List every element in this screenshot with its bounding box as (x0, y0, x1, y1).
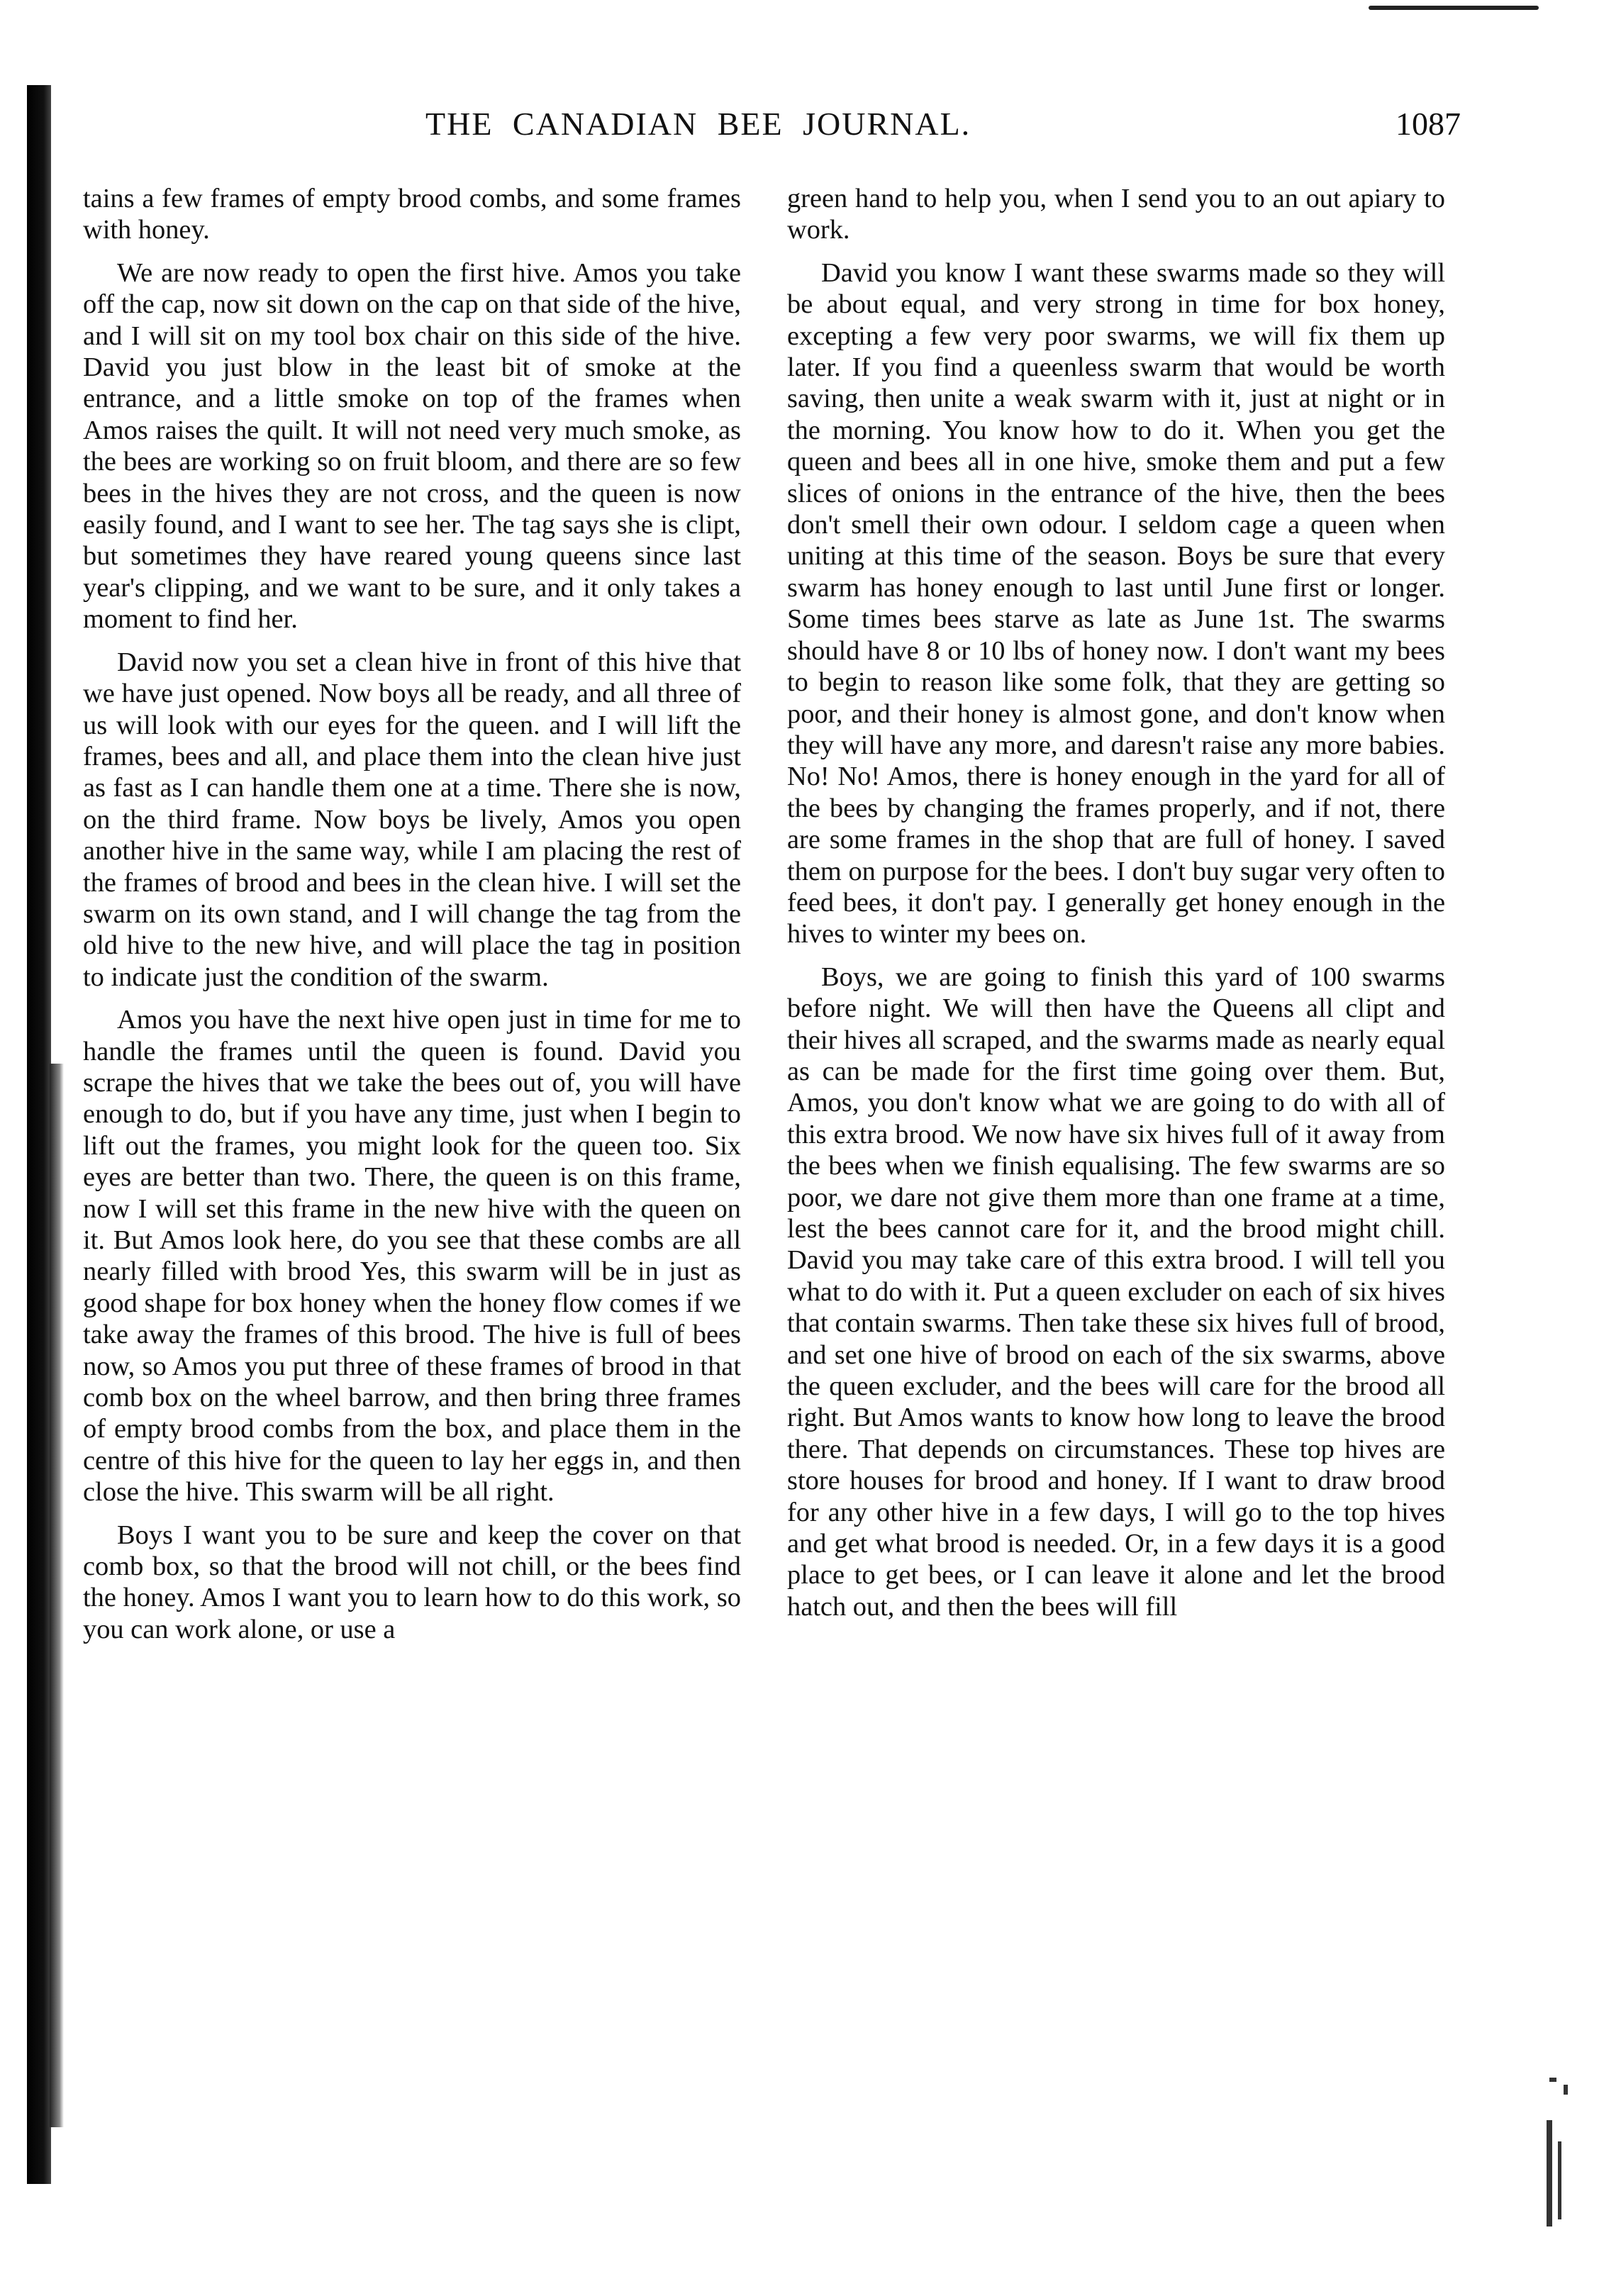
binding-shadow-gradient (50, 1064, 64, 2127)
paragraph: Boys I want you to be sure and keep the cover on that comb box, so that the brood will not chill, or the bees find the honey. Amos I want you to learn how to do this work, so you can work alone, or use a (83, 1520, 741, 1644)
paragraph: We are now ready to open the first hive. Amos you take off the cap, now sit down on the cap on that side of the hive, and I will sit on my tool box chair on this side of the hive. David you just blow in the least bit of smoke at the entrance, and a little smoke on top of the frames when Amos raises the quilt. It will not need very much smoke, as the bees are working so on fruit bloom, and there are so few bees in the hives they are not cross, and the queen is now easily found, and I want to see her. The tag says she is clipt, but sometimes they have reared young queens since last year's clipping, and we want to be sure, and it only takes a moment to find her. (83, 257, 741, 635)
paragraph: tains a few frames of empty brood combs, and some frames with honey. (83, 184, 741, 245)
paragraph: Amos you have the next hive open just in time for me to handle the frames until the queen is found. David you scrape the hives that we take the bees out of, you will have enough to do, but if you have any time, just when I begin to lift out the frames, you might look for the queen too. Six eyes are better than two. There, the queen is on this frame, now I will set this frame in the new hive with the queen on it. But Amos look here, do you see that these combs are all nearly filled with brood Yes, this swarm will be in just as good shape for box honey when the honey flow comes if we take away the frames of this brood. The hive is full of bees now, so Amos you put three of these frames of brood in that comb box on the wheel barrow, and then bring three frames of empty brood combs from the box, and place them in the centre of this hive for the queen to lay her eggs in, and then close the hive. This swarm will be all right. (83, 1005, 741, 1508)
journal-title: THE CANADIAN BEE JOURNAL. (425, 106, 971, 142)
paragraph: Boys, we are going to finish this yard of 100 swarms before night. We will then have the Queens all clipt and their hives all scraped, and the swarms made as nearly equal as can be made for the first time going over them. But, Amos, you don't know what we are going to do with all of this extra brood. We now have six hives full of it away from the bees when we finish equalising. The few swarms are so poor, we dare not give them more than one frame at a time, lest the bees cannot care for it, and the brood might chill. David you may take care of this extra brood. I will tell you what to do with it. Put a queen excluder on each of six hives that contain swarms. Then take these six hives full of brood, and set one hive of brood on each of the six swarms, above the queen excluder, and the bees will care for the brood all right. But Amos wants to know how long to leave the brood there. That depends on circumstances. These top hives are store houses for brood and honey. If I want to draw brood for any other hive in a few days, I will go to the top hives and get what brood is needed. Or, in a few days it is a good place to get bees, or I can leave it alone and let the brood hatch out, and then the bees will fill (787, 962, 1445, 1622)
left-column (83, 183, 741, 1645)
margin-scan-marks (1542, 2078, 1592, 2234)
page-number: 1087 (1396, 106, 1461, 142)
page-header (425, 105, 1461, 155)
right-column (787, 183, 1445, 1622)
paragraph: green hand to help you, when I send you to an out apiary to work. (787, 184, 1445, 245)
binding-shadow (27, 85, 51, 2184)
scan-edge-mark (1369, 6, 1539, 10)
paragraph: David you know I want these swarms made so they will be about equal, and very strong in time for box honey, excepting a few very poor swarms, we will fix them up later. If you find a queenless swarm that would be worth saving, then unite a weak swarm with it, just at night or in the morning. You know how to do it. When you get the queen and bees all in one hive, smoke them and put a few slices of onions in the entrance of the hive, then the bees don't smell their own odour. I seldom cage a queen when uniting at this time of the season. Boys be sure that every swarm has honey enough to last until June first or longer. Some times bees starve as late as June 1st. The swarms should have 8 or 10 lbs of honey now. I don't want my bees to begin to reason like some folk, that they are getting so poor, and their honey is almost gone, and don't know when they will have any more, and daresn't raise any more babies. No! No! Amos, there is honey enough in the yard for all of the bees by changing the frames properly, and if not, there are some frames in the shop that are full of honey. I saved them on purpose for the bees. I don't buy sugar very often to feed bees, it don't pay. I generally get honey enough in the hives to winter my bees on. (787, 257, 1445, 949)
paragraph: David now you set a clean hive in front of this hive that we have just opened. Now boys all be ready, and all three of us will look with our eyes for the queen. and I will lift the frames, bees and all, and place them into the clean hive just as fast as I can handle them one at a time. There she is now, on the third frame. Now boys be lively, Amos you open another hive in the same way, while I am placing the rest of the frames of brood and bees in the clean hive. I will set the swarm on its own stand, and I will change the tag from the old hive to the new hive, and will place the tag in position to indicate just the condition of the swarm. (83, 647, 741, 992)
